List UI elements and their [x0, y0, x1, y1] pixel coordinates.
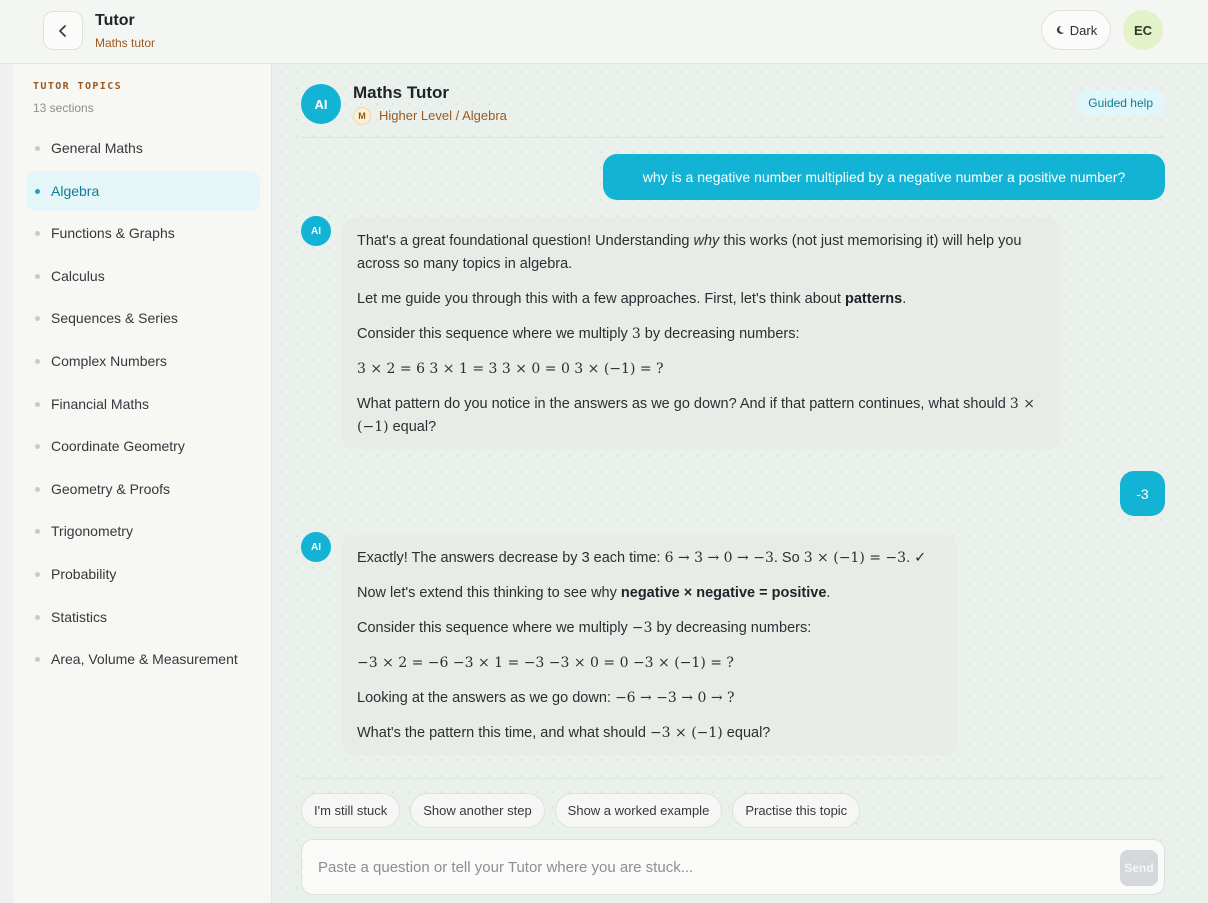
sidebar-item[interactable]	[26, 597, 260, 637]
user-message: why is a negative number multiplied by a negative number a positive number?	[603, 154, 1165, 200]
user-avatar[interactable]: EC	[1123, 10, 1163, 50]
message-paragraph: Consider this sequence where we multiply 3 by decreasing numbers:	[357, 326, 800, 342]
sidebar-item[interactable]	[26, 511, 260, 551]
bullet-icon	[35, 146, 40, 151]
chip-worked-example[interactable]: Show a worked example	[555, 793, 723, 828]
sidebar-item[interactable]	[26, 639, 260, 679]
bullet-icon	[35, 402, 40, 407]
sidebar-item[interactable]	[26, 171, 260, 211]
message-paragraph: Exactly! The answers decrease by 3 each time: 6 → 3 → 0 → −3. So 3 × (−1) = −3. ✓	[357, 550, 927, 566]
sidebar-item[interactable]	[26, 384, 260, 424]
ai-message	[342, 535, 957, 755]
math-sequence: 3 × 2 = 6 3 × 1 = 3 3 × 0 = 0 3 × (−1) = ?	[357, 361, 664, 377]
dark-mode-label: Dark	[1069, 22, 1098, 38]
message-paragraph: That's a great foundational question! Understanding why this works (not just memorising it) will help you across so many topics in algebra.	[357, 233, 1022, 272]
sidebar-item-label: Calculus	[51, 267, 105, 284]
sidebar-item[interactable]	[26, 341, 260, 381]
sidebar-item[interactable]	[26, 256, 260, 296]
tutor-name: Maths Tutor	[353, 83, 450, 102]
topic-list	[26, 128, 260, 682]
chip-still-stuck[interactable]: I'm still stuck	[301, 793, 400, 828]
sidebar-item-label: Complex Numbers	[51, 352, 167, 369]
sidebar-item[interactable]	[26, 554, 260, 594]
sidebar-item-label: Statistics	[51, 608, 108, 625]
message-paragraph: What pattern do you notice in the answers as we go down? And if that pattern continues, what should 3 × (−1) equal?	[357, 396, 1035, 435]
sidebar-heading: TUTOR TOPICS	[33, 81, 123, 92]
bullet-icon	[35, 529, 40, 534]
bullet-icon	[35, 444, 40, 449]
sidebar-item-label: Algebra	[51, 182, 100, 199]
sidebar-item[interactable]	[26, 298, 260, 338]
message-input[interactable]	[318, 840, 1108, 894]
top-bar	[0, 0, 1208, 64]
tutor-header	[301, 82, 1165, 138]
bullet-icon	[35, 657, 40, 662]
sidebar-item-label: Financial Maths	[51, 395, 150, 412]
composer-divider	[301, 778, 1165, 779]
sidebar-item-label: Geometry & Proofs	[51, 480, 171, 497]
sidebar-item-label: General Maths	[51, 140, 143, 156]
ai-message	[342, 218, 1060, 449]
message-paragraph: Looking at the answers as we go down: −6 → −3 → 0 → ?	[357, 690, 735, 706]
chip-another-step[interactable]: Show another step	[410, 793, 544, 828]
bullet-icon	[35, 487, 40, 492]
bullet-icon	[35, 274, 40, 279]
mode-badge[interactable]: Guided help	[1076, 90, 1165, 116]
composer	[301, 839, 1165, 895]
bullet-icon	[35, 189, 40, 194]
sidebar-item-label: Probability	[51, 565, 117, 582]
sidebar-item[interactable]	[26, 213, 260, 253]
dark-mode-toggle[interactable]	[1041, 10, 1111, 50]
quick-replies	[301, 793, 860, 828]
sidebar-count: 13 sections	[33, 101, 94, 115]
ai-avatar: AI	[301, 216, 331, 246]
message-paragraph: What's the pattern this time, and what should −3 × (−1) equal?	[357, 725, 771, 741]
sidebar-item[interactable]	[26, 128, 260, 168]
send-button[interactable]: Send	[1120, 850, 1158, 886]
chevron-left-icon	[56, 24, 70, 38]
app-title: Tutor	[95, 12, 135, 29]
ai-avatar: AI	[301, 532, 331, 562]
level-icon: M	[353, 107, 371, 125]
back-button[interactable]	[43, 11, 83, 50]
sidebar-item-label: Trigonometry	[51, 523, 133, 540]
sidebar-item[interactable]	[26, 426, 260, 466]
bullet-icon	[35, 316, 40, 321]
sidebar-item[interactable]	[26, 469, 260, 509]
sidebar	[13, 64, 272, 903]
bullet-icon	[35, 231, 40, 236]
math-sequence: −3 × 2 = −6 −3 × 1 = −3 −3 × 0 = 0 −3 × (−1) = ?	[357, 655, 734, 671]
chip-practise-topic[interactable]: Practise this topic	[732, 793, 860, 828]
bullet-icon	[35, 359, 40, 364]
level-breadcrumb: Higher Level / Algebra	[379, 108, 507, 123]
sidebar-item-label: Coordinate Geometry	[51, 438, 185, 455]
message-paragraph: Consider this sequence where we multiply −3 by decreasing numbers:	[357, 620, 812, 636]
app-subtitle: Maths tutor	[95, 36, 156, 50]
sidebar-item-label: Area, Volume & Measurement	[51, 651, 238, 668]
user-message: -3	[1120, 471, 1165, 516]
sidebar-item-label: Sequences & Series	[51, 310, 178, 327]
moon-icon	[1055, 25, 1065, 35]
message-paragraph: Let me guide you through this with a few approaches. First, let's think about patterns.	[357, 291, 907, 307]
bullet-icon	[35, 615, 40, 620]
message-paragraph: Now let's extend this thinking to see why negative × negative = positive.	[357, 585, 831, 601]
sidebar-item-label: Functions & Graphs	[51, 225, 175, 242]
bullet-icon	[35, 572, 40, 577]
chat-area	[273, 64, 1208, 903]
tutor-avatar: AI	[301, 84, 341, 124]
